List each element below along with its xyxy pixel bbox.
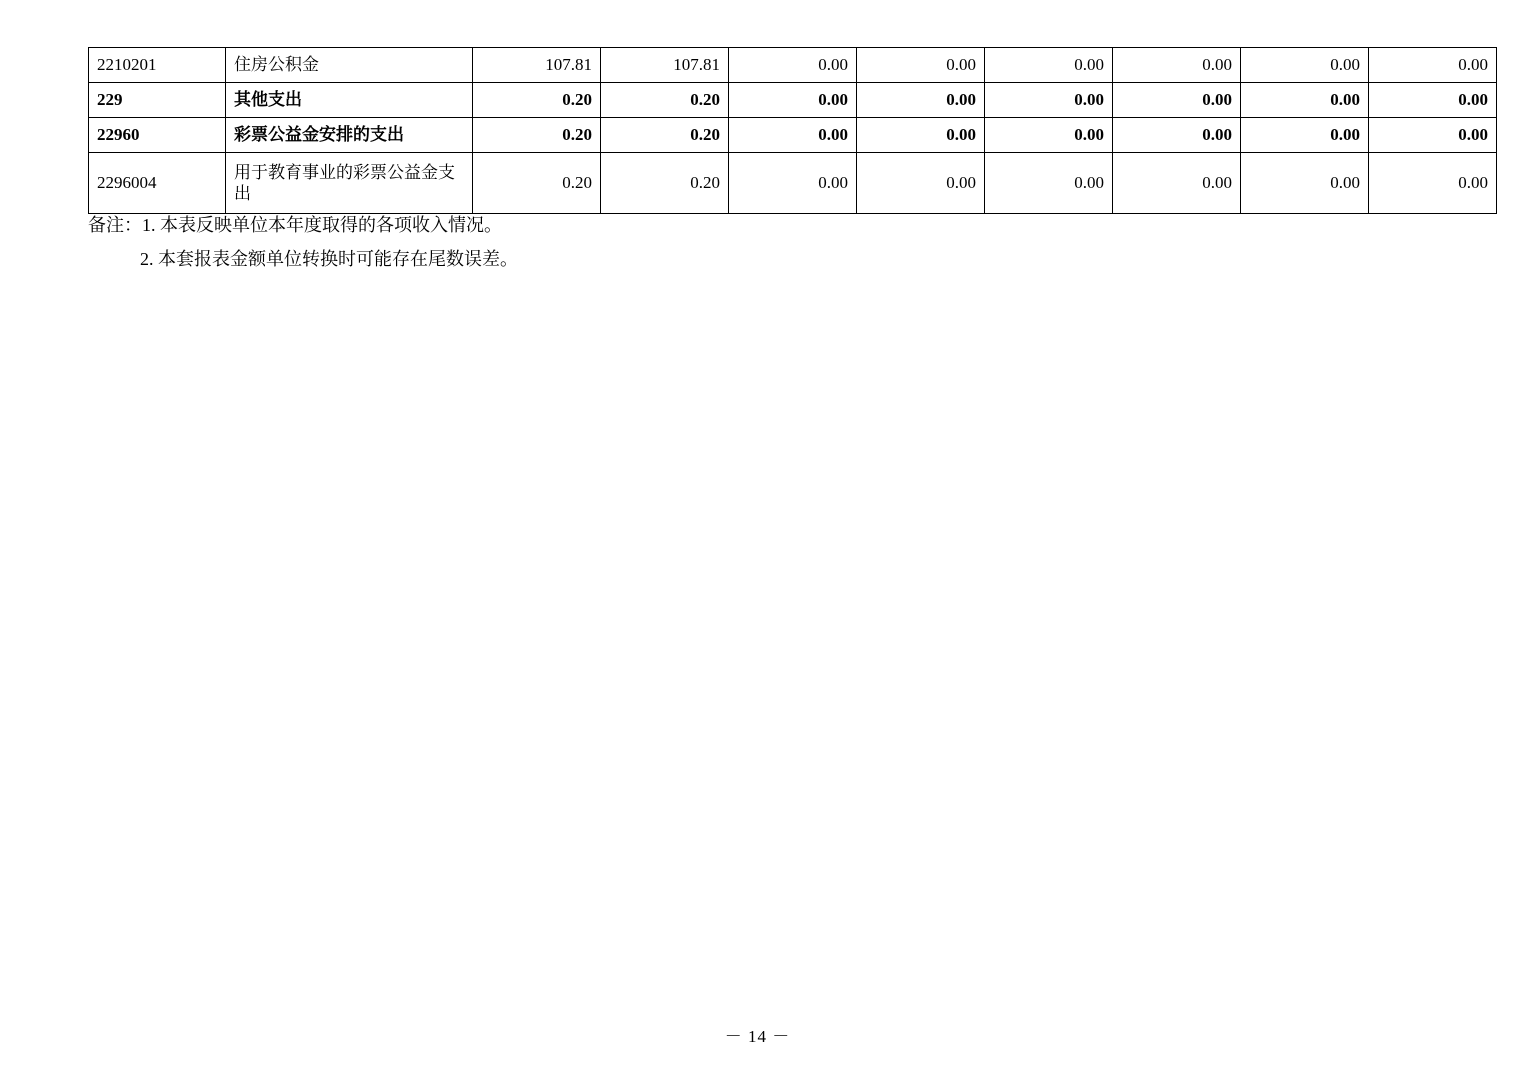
row-value: 0.20 [601, 118, 729, 153]
row-value: 0.00 [1369, 48, 1497, 83]
row-name: 彩票公益金安排的支出 [226, 118, 473, 153]
row-value: 0.00 [1241, 83, 1369, 118]
row-code: 2210201 [89, 48, 226, 83]
row-value: 0.00 [1369, 153, 1497, 214]
row-value: 0.00 [1241, 48, 1369, 83]
table-notes [88, 208, 1088, 276]
row-value: 0.00 [857, 83, 985, 118]
row-value: 0.00 [729, 48, 857, 83]
row-value: 0.20 [473, 118, 601, 153]
table-row [89, 48, 1497, 83]
row-value: 0.00 [1113, 83, 1241, 118]
row-name: 用于教育事业的彩票公益金支出 [226, 153, 473, 214]
table-row [89, 83, 1497, 118]
row-value: 0.00 [1113, 48, 1241, 83]
row-value: 0.00 [857, 118, 985, 153]
table-row [89, 153, 1497, 214]
row-value: 0.20 [601, 153, 729, 214]
row-value: 0.00 [985, 83, 1113, 118]
row-name: 住房公积金 [226, 48, 473, 83]
row-value: 0.00 [729, 118, 857, 153]
row-value: 0.00 [985, 48, 1113, 83]
row-value: 0.00 [1241, 153, 1369, 214]
row-value: 0.00 [857, 153, 985, 214]
row-value: 0.00 [729, 83, 857, 118]
note-line-2: 2. 本套报表金额单位转换时可能存在尾数误差。 [140, 249, 518, 270]
row-value: 0.20 [473, 153, 601, 214]
row-value: 0.00 [1241, 118, 1369, 153]
row-value: 0.00 [1113, 153, 1241, 214]
row-value: 107.81 [473, 48, 601, 83]
row-value: 0.20 [601, 83, 729, 118]
row-code: 22960 [89, 118, 226, 153]
row-value: 0.00 [1369, 118, 1497, 153]
row-value: 0.00 [1113, 118, 1241, 153]
row-code: 2296004 [89, 153, 226, 214]
row-value: 0.00 [857, 48, 985, 83]
row-code: 229 [89, 83, 226, 118]
expenditure-table-container [88, 47, 1488, 214]
page-number: － 14 － [724, 1027, 791, 1046]
row-value: 0.00 [985, 118, 1113, 153]
expenditure-table [88, 47, 1497, 214]
note-line-1: 备注：1. 本表反映单位本年度取得的各项收入情况。 [88, 215, 502, 235]
row-value: 0.00 [1369, 83, 1497, 118]
table-body [89, 48, 1497, 214]
row-value: 0.00 [985, 153, 1113, 214]
row-value: 107.81 [601, 48, 729, 83]
table-row [89, 118, 1497, 153]
row-value: 0.00 [729, 153, 857, 214]
row-name: 其他支出 [226, 83, 473, 118]
row-value: 0.20 [473, 83, 601, 118]
